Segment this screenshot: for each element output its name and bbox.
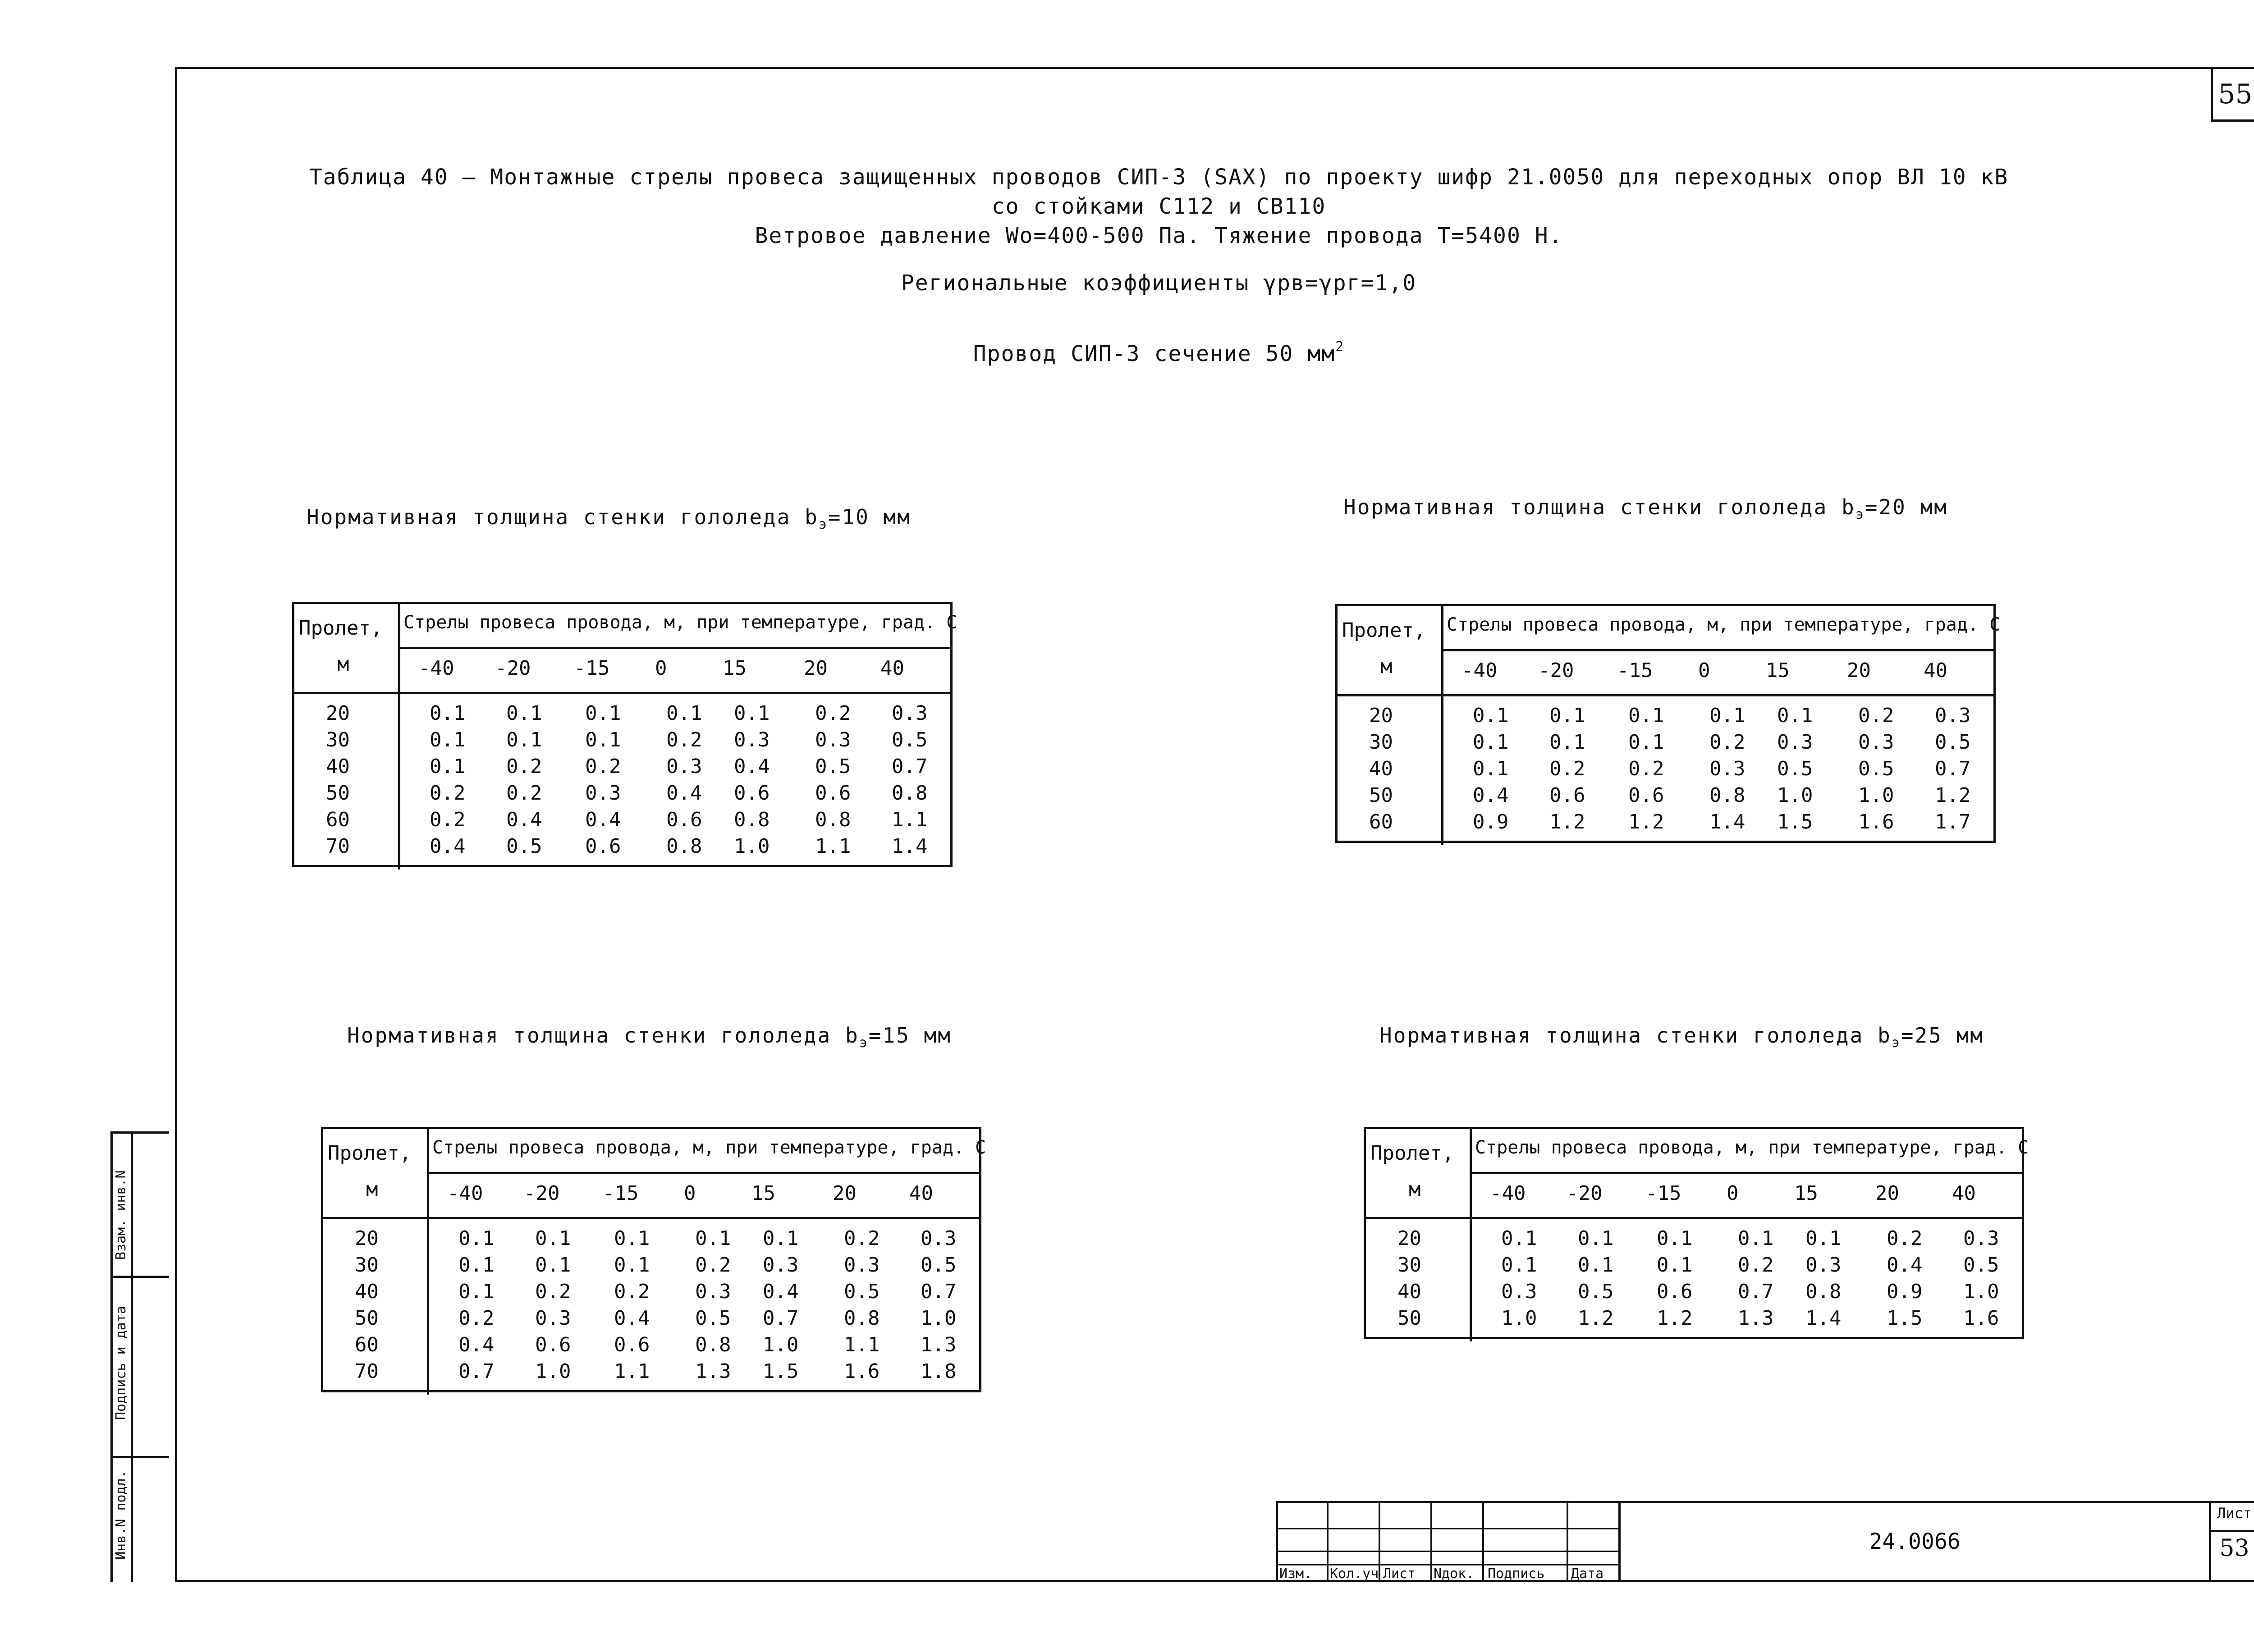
title-col-change: Изм.: [1279, 1566, 1312, 1582]
sag-value: 0.6: [815, 782, 851, 805]
sag-value: 0.1: [1473, 704, 1509, 727]
column-divider: [1441, 606, 1443, 845]
sag-value: 1.0: [1777, 784, 1813, 807]
sag-value: 1.6: [1963, 1307, 1999, 1330]
sag-value: 0.7: [921, 1280, 957, 1303]
column-divider: [398, 604, 400, 869]
table-title-line3: Ветровое давление Wo=400-500 Па. Тяжение провода Т=5400 Н.: [755, 223, 1563, 248]
sag-value: 0.3: [734, 728, 770, 751]
sag-value: 0.1: [1578, 1254, 1614, 1277]
span-header: Пролет,: [1342, 619, 1426, 642]
sag-value: 0.9: [1887, 1280, 1923, 1303]
span-value: 30: [1369, 731, 1393, 754]
span-value: 50: [1369, 784, 1393, 807]
span-value: 20: [326, 702, 350, 725]
temperature-header: 40: [880, 657, 904, 680]
sag-value: 0.1: [458, 1227, 495, 1250]
temperature-header: -20: [524, 1182, 560, 1205]
sag-value: 0.3: [1777, 731, 1813, 754]
sag-value: 0.5: [695, 1307, 731, 1330]
temperature-header: -20: [1538, 659, 1574, 682]
page-number-top: 55: [2211, 69, 2254, 122]
sag-value: 0.1: [1805, 1227, 1842, 1250]
caption-value: =10 мм: [828, 505, 911, 529]
title-block: [1276, 1501, 2254, 1582]
table-caption: [347, 1023, 952, 1051]
caption-subscript: э: [1891, 1035, 1901, 1051]
sag-value: 0.6: [666, 808, 702, 831]
side-stamp: [110, 1131, 169, 1582]
sag-value: 0.5: [1858, 757, 1894, 780]
sag-value: 0.2: [614, 1280, 650, 1303]
header-bottom-divider: [294, 692, 950, 694]
temperature-header: 0: [1698, 659, 1710, 682]
span-value: 60: [326, 808, 350, 831]
span-unit: м: [1380, 655, 1393, 678]
sag-value: 1.1: [844, 1333, 880, 1356]
sag-value: 0.3: [666, 755, 702, 778]
temperature-header: -40: [418, 657, 454, 680]
sag-value: 0.1: [506, 728, 542, 751]
sag-value: 0.1: [1628, 704, 1664, 727]
sag-value: 0.1: [535, 1227, 571, 1250]
sag-value: 0.7: [763, 1307, 799, 1330]
sag-value: 0.1: [1657, 1254, 1693, 1277]
sag-value: 0.1: [1628, 731, 1664, 754]
sag-value: 0.3: [763, 1254, 799, 1277]
column-divider: [427, 1129, 429, 1395]
temperature-header: 15: [723, 657, 747, 680]
sag-value: 0.1: [614, 1227, 650, 1250]
sag-value: 0.5: [1963, 1254, 1999, 1277]
sag-value: 0.2: [506, 755, 542, 778]
sag-value: 1.6: [844, 1360, 880, 1383]
span-header: Пролет,: [1370, 1142, 1454, 1165]
sag-value: 1.2: [1549, 810, 1585, 833]
span-value: 60: [355, 1333, 379, 1356]
span-value: 30: [1397, 1254, 1421, 1277]
sag-value: 1.1: [815, 835, 851, 858]
sag-value: 0.1: [1501, 1254, 1537, 1277]
sag-value: 0.4: [506, 808, 542, 831]
title-col-date: Дата: [1571, 1566, 1604, 1582]
sag-value: 0.1: [1549, 704, 1585, 727]
temperature-header: 20: [1875, 1182, 1899, 1205]
title-col-signature: Подпись: [1488, 1566, 1545, 1582]
sag-value: 0.8: [734, 808, 770, 831]
sag-value: 0.2: [666, 728, 702, 751]
table-caption: [307, 505, 911, 532]
sag-value: 0.2: [844, 1227, 880, 1250]
caption-value: =20 мм: [1865, 495, 1948, 519]
sag-value: 1.3: [695, 1360, 731, 1383]
caption-text: Нормативная толщина стенки гололеда b: [307, 505, 819, 529]
wire-section-title: [0, 339, 2254, 366]
sag-value: 0.5: [1777, 757, 1813, 780]
sag-value: 0.2: [695, 1254, 731, 1277]
table-title-line1: Таблица 40 – Монтажные стрелы провеса защищенных проводов СИП-3 (SAX) по проекту шифр 21.0050 для переходных опор ВЛ 10 кВ: [309, 165, 2009, 190]
sag-value: 0.6: [614, 1333, 650, 1356]
sag-value: 1.4: [892, 835, 928, 858]
sag-value: 1.5: [763, 1360, 799, 1383]
span-value: 70: [326, 835, 350, 858]
temperature-header: 40: [909, 1182, 933, 1205]
sag-value: 0.3: [1501, 1280, 1537, 1303]
sag-value: 0.1: [585, 728, 621, 751]
span-unit: м: [1409, 1178, 1421, 1201]
span-unit: м: [366, 1178, 378, 1201]
sag-value: 0.1: [1473, 731, 1509, 754]
sag-value: 0.5: [844, 1280, 880, 1303]
temperature-header: 40: [1952, 1182, 1976, 1205]
sag-value: 0.4: [734, 755, 770, 778]
temperature-header: -15: [1617, 659, 1653, 682]
sag-value: 0.5: [1935, 731, 1971, 754]
sag-value: 0.1: [430, 728, 466, 751]
temperature-header: -15: [574, 657, 610, 680]
temperature-header: -40: [1461, 659, 1498, 682]
sag-value: 1.0: [734, 835, 770, 858]
temperature-header: -20: [1567, 1182, 1603, 1205]
sag-value: 0.3: [695, 1280, 731, 1303]
sag-value: 0.8: [666, 835, 702, 858]
sag-value: 0.5: [892, 728, 928, 751]
span-value: 40: [355, 1280, 379, 1303]
sag-value: 0.4: [666, 782, 702, 805]
sag-value: 0.6: [535, 1333, 571, 1356]
sag-value: 0.2: [430, 782, 466, 805]
sag-value: 0.4: [585, 808, 621, 831]
sag-value: 0.5: [506, 835, 542, 858]
caption-text: Нормативная толщина стенки гололеда b: [347, 1023, 859, 1048]
sag-value: 0.2: [1858, 704, 1894, 727]
sag-value: 0.3: [921, 1227, 957, 1250]
sag-value: 0.8: [695, 1333, 731, 1356]
header-divider: [1441, 649, 1993, 651]
sag-value: 0.7: [1935, 757, 1971, 780]
sag-value: 0.2: [1887, 1227, 1923, 1250]
span-value: 50: [326, 782, 350, 805]
sag-value: 0.5: [1578, 1280, 1614, 1303]
sag-value: 1.6: [1858, 810, 1894, 833]
sag-value: 1.1: [892, 808, 928, 831]
sag-value: 0.4: [763, 1280, 799, 1303]
caption-value: =15 мм: [868, 1023, 952, 1048]
sag-value: 1.5: [1777, 810, 1813, 833]
sag-value: 0.2: [1709, 731, 1745, 754]
sag-value: 0.1: [1657, 1227, 1693, 1250]
sag-value: 0.1: [763, 1227, 799, 1250]
span-unit: м: [337, 653, 349, 676]
sag-value: 1.2: [1578, 1307, 1614, 1330]
sag-value: 0.3: [1935, 704, 1971, 727]
span-header: Пролет,: [299, 617, 383, 640]
sag-header: Стрелы провеса провода, м, при температуре, град. С: [1475, 1137, 2029, 1158]
sag-value: 0.2: [1628, 757, 1664, 780]
sag-value: 0.3: [892, 702, 928, 725]
sag-value: 1.0: [921, 1307, 957, 1330]
span-value: 70: [355, 1360, 379, 1383]
sag-value: 0.2: [506, 782, 542, 805]
sag-value: 0.5: [921, 1254, 957, 1277]
wire-section-text: Провод СИП-3 сечение 50 мм: [973, 341, 1336, 366]
sag-value: 1.0: [535, 1360, 571, 1383]
sag-value: 1.3: [921, 1333, 957, 1356]
sag-value: 1.1: [614, 1360, 650, 1383]
sag-value: 0.7: [892, 755, 928, 778]
sag-value: 0.7: [1738, 1280, 1774, 1303]
table-title-line2: со стойками С112 и СВ110: [991, 194, 1326, 219]
sag-value: 0.2: [815, 702, 851, 725]
span-value: 20: [1369, 704, 1393, 727]
sag-value: 1.0: [1501, 1307, 1537, 1330]
column-divider: [1470, 1129, 1472, 1341]
sag-value: 1.0: [1963, 1280, 1999, 1303]
sag-value: 1.2: [1628, 810, 1664, 833]
sag-value: 0.6: [734, 782, 770, 805]
caption-subscript: э: [818, 517, 828, 532]
sag-value: 0.8: [892, 782, 928, 805]
sag-value: 0.1: [1777, 704, 1813, 727]
sag-header: Стрелы провеса провода, м, при температуре, град. С: [1447, 614, 2001, 635]
temperature-header: 20: [833, 1182, 857, 1205]
header-bottom-divider: [1366, 1217, 2022, 1219]
sag-value: 0.1: [1501, 1227, 1537, 1250]
sag-value: 0.3: [1963, 1227, 1999, 1250]
sag-value: 0.1: [695, 1227, 731, 1250]
sag-value: 0.1: [1738, 1227, 1774, 1250]
span-value: 20: [355, 1227, 379, 1250]
sag-value: 1.2: [1935, 784, 1971, 807]
temperature-header: 0: [655, 657, 667, 680]
header-divider: [1470, 1172, 2022, 1174]
span-value: 30: [355, 1254, 379, 1277]
caption-subscript: э: [859, 1035, 869, 1051]
sag-value: 0.2: [458, 1307, 495, 1330]
temperature-header: 0: [684, 1182, 696, 1205]
sag-value: 0.6: [1549, 784, 1585, 807]
sag-value: 0.6: [1657, 1280, 1693, 1303]
sag-value: 0.1: [1578, 1227, 1614, 1250]
sag-value: 0.4: [1887, 1254, 1923, 1277]
span-value: 40: [1369, 757, 1393, 780]
temperature-header: 15: [1794, 1182, 1818, 1205]
sag-value: 0.4: [458, 1333, 495, 1356]
sag-value: 0.2: [585, 755, 621, 778]
temperature-header: 15: [751, 1182, 775, 1205]
sag-header: Стрелы провеса провода, м, при температуре, град. С: [432, 1137, 986, 1158]
temperature-header: 40: [1924, 659, 1947, 682]
sag-table: [1335, 604, 2001, 843]
title-col-docno: Nдок.: [1434, 1566, 1475, 1582]
stamp-replacement-inventory: Взам. инв.N: [113, 1170, 129, 1260]
sag-value: 1.7: [1935, 810, 1971, 833]
header-bottom-divider: [1338, 694, 1993, 696]
caption-text: Нормативная толщина стенки гололеда b: [1343, 495, 1855, 519]
wire-section-exponent: 2: [1335, 339, 1345, 355]
sag-value: 0.3: [815, 728, 851, 751]
sag-value: 0.3: [1858, 731, 1894, 754]
span-value: 50: [1397, 1307, 1421, 1330]
sag-value: 0.1: [458, 1254, 495, 1277]
sag-value: 0.4: [430, 835, 466, 858]
sag-value: 0.1: [430, 755, 466, 778]
sag-value: 0.1: [506, 702, 542, 725]
sag-value: 0.2: [1549, 757, 1585, 780]
temperature-header: 15: [1766, 659, 1790, 682]
span-value: 50: [355, 1307, 379, 1330]
sag-value: 0.5: [815, 755, 851, 778]
document-code: 24.0066: [1869, 1529, 1961, 1554]
sag-value: 0.1: [535, 1254, 571, 1277]
table-caption: [1379, 1023, 1984, 1051]
temperature-header: 0: [1727, 1182, 1739, 1205]
sag-value: 0.8: [1805, 1280, 1842, 1303]
sag-value: 0.2: [535, 1280, 571, 1303]
span-value: 60: [1369, 810, 1393, 833]
sag-value: 0.3: [1805, 1254, 1842, 1277]
sag-value: 0.7: [458, 1360, 495, 1383]
header-divider: [427, 1172, 979, 1174]
temperature-header: 20: [804, 657, 828, 680]
temperature-header: -20: [495, 657, 531, 680]
stamp-signature-date: Подпись и дата: [113, 1306, 129, 1420]
caption-subscript: э: [1855, 507, 1865, 522]
caption-value: =25 мм: [1901, 1023, 1984, 1048]
sheet-number: 53: [2219, 1535, 2249, 1562]
sag-value: 0.1: [614, 1254, 650, 1277]
sag-value: 0.1: [666, 702, 702, 725]
sag-value: 1.4: [1709, 810, 1745, 833]
sag-value: 1.8: [921, 1360, 957, 1383]
sag-value: 1.0: [1858, 784, 1894, 807]
span-value: 20: [1397, 1227, 1421, 1250]
title-col-qty: Кол.уч: [1330, 1566, 1379, 1582]
header-divider: [398, 647, 950, 649]
sag-value: 0.3: [844, 1254, 880, 1277]
sag-value: 0.1: [1549, 731, 1585, 754]
sag-value: 0.4: [1473, 784, 1509, 807]
sag-table: [1364, 1127, 2029, 1339]
sag-value: 0.8: [1709, 784, 1745, 807]
sag-value: 1.5: [1887, 1307, 1923, 1330]
sag-value: 0.3: [535, 1307, 571, 1330]
sag-value: 0.8: [844, 1307, 880, 1330]
sag-value: 0.8: [815, 808, 851, 831]
sag-value: 0.1: [734, 702, 770, 725]
caption-text: Нормативная толщина стенки гололеда b: [1379, 1023, 1892, 1048]
sag-value: 0.6: [585, 835, 621, 858]
sag-value: 1.2: [1657, 1307, 1693, 1330]
stamp-original-inventory: Инв.N подл.: [113, 1470, 129, 1560]
span-header: Пролет,: [328, 1142, 412, 1165]
sag-value: 0.1: [585, 702, 621, 725]
span-value: 40: [326, 755, 350, 778]
sag-value: 0.2: [430, 808, 466, 831]
sag-value: 0.4: [614, 1307, 650, 1330]
sag-table: [321, 1127, 986, 1392]
header-bottom-divider: [323, 1217, 979, 1219]
title-col-sheet: Лист: [1383, 1566, 1416, 1582]
sag-header: Стрелы провеса провода, м, при температуре, град. С: [403, 612, 957, 633]
sag-value: 0.9: [1473, 810, 1509, 833]
temperature-header: -40: [447, 1182, 483, 1205]
sag-table: [292, 602, 957, 867]
table-caption: [1343, 495, 1948, 522]
temperature-header: 20: [1847, 659, 1871, 682]
regional-coefficients: Региональные коэффициенты γрв=γрг=1,0: [901, 270, 1417, 296]
sag-value: 0.1: [1709, 704, 1745, 727]
sag-value: 1.4: [1805, 1307, 1842, 1330]
sag-value: 1.3: [1738, 1307, 1774, 1330]
sag-value: 0.1: [1473, 757, 1509, 780]
sag-value: 0.3: [1709, 757, 1745, 780]
span-value: 40: [1397, 1280, 1421, 1303]
sag-value: 0.1: [458, 1280, 495, 1303]
sag-value: 0.6: [1628, 784, 1664, 807]
sag-value: 0.1: [430, 702, 466, 725]
span-value: 30: [326, 728, 350, 751]
sag-value: 1.0: [763, 1333, 799, 1356]
sheet-label: Лист: [2217, 1505, 2252, 1522]
sag-value: 0.3: [585, 782, 621, 805]
sag-value: 0.2: [1738, 1254, 1774, 1277]
temperature-header: -15: [1645, 1182, 1681, 1205]
temperature-header: -40: [1490, 1182, 1526, 1205]
temperature-header: -15: [603, 1182, 639, 1205]
